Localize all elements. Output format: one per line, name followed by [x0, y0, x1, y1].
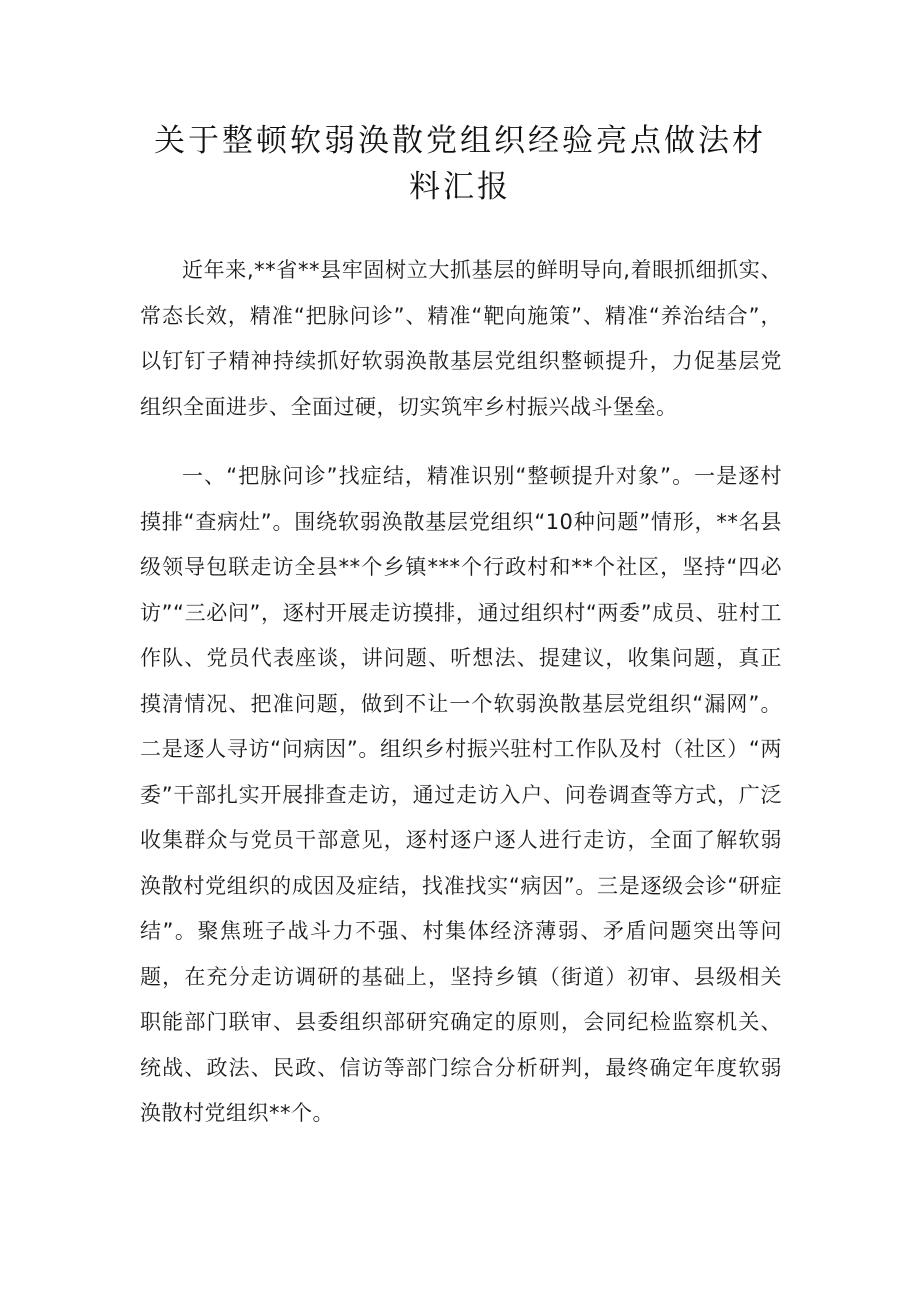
paragraph-intro: 近年来,**省**县牢固树立大抓基层的鲜明导向,着眼抓细抓实、常态长效，精准“把脉问诊”、精准“靶向施策”、精准“养治结合”，以钉钉子精神持续抓好软弱涣散基层党组织整顿提升，力促基层党组织全面进步、全面过硬，切实筑牢乡村振兴战斗堡垒。 — [140, 258, 782, 419]
document-title: 关于整顿软弱涣散党组织经验亮点做法材料汇报 — [154, 123, 766, 205]
paragraph-section-one: 一、“把脉问诊”找症结，精准识别“整顿提升对象”。一是逐村摸排“查病灶”。围绕软弱涣散基层党组织“10种问题”情形，**名县级领导包联走访全县**个乡镇***个行政村和**个社区，坚持“四必访”“三必问”，逐村开展走访摸排，通过组织村“两委”成员、驻村工作队、党员代表座谈，讲问题、听想法、提建议，收集问题，真正摸清情况、把准问题，做到不让一个软弱涣散基层党组织“漏网”。二是逐人寻访“问病因”。组织乡村振兴驻村工作队及村（社区）“两委”干部扎实开展排查走访，通过走访入户、问卷调查等方式，广泛收集群众与党员干部意见，逐村逐户逐人进行走访，全面了解软弱涣散村党组织的成因及症结，找准找实“病因”。三是逐级会诊“研症结”。聚焦班子战斗力不强、村集体经济薄弱、矛盾问题突出等问题，在充分走访调研的基础上，坚持乡镇（街道）初审、县级相关职能部门联审、县委组织部研究确定的原则，会同纪检监察机关、统战、政法、民政、信访等部门综合分析研判，最终确定年度软弱涣散村党组织**个。 — [140, 464, 782, 1125]
